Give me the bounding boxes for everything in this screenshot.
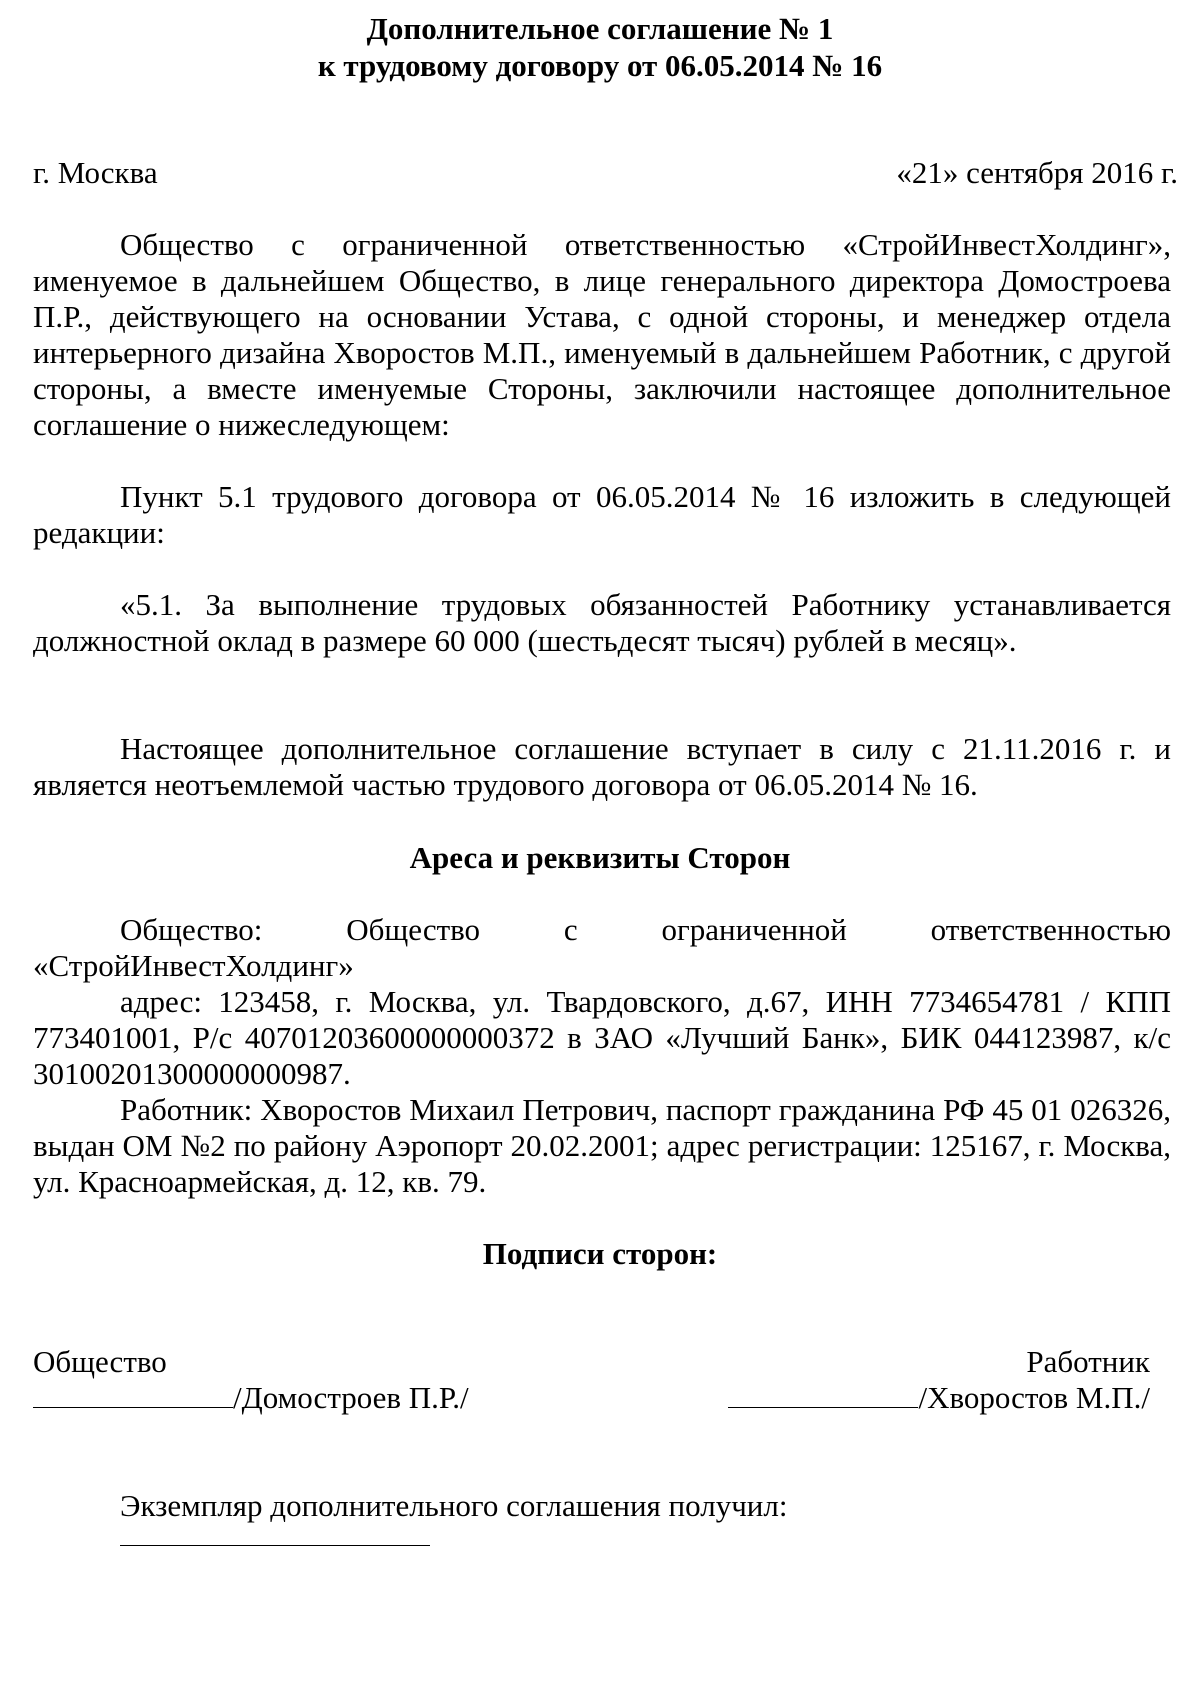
document-date: «21» сентября 2016 г. [896,155,1178,190]
company-signature-name: /Домостроев П.Р./ [233,1380,469,1415]
document-title-line1: Дополнительное соглашение № 1 [366,11,834,46]
company-requisites: Общество: Общество с ограниченной ответственностью «СтройИнвестХолдинг» [33,912,1171,983]
signatures-heading: Подписи сторон: [482,1236,718,1271]
city: г. Москва [33,155,158,190]
employee-signature-name: /Хворостов М.П./ [918,1380,1150,1415]
document-title-line2: к трудовому договору от 06.05.2014 № 16 [317,48,883,83]
company-signature-label: Общество [33,1344,167,1379]
clause-text: «5.1. За выполнение трудовых обязанностей Работнику устанавливается должностной оклад в размере 60 000 (шестьдесят тысяч) рублей в месяц». [33,587,1171,658]
employee-requisites: Работник: Хворостов Михаил Петрович, паспорт гражданина РФ 45 01 026326, выдан ОМ №2 по району Аэропорт 20.02.2001; адрес регистрации: 125167, г. Москва, ул. Красноармейская, д. 12, кв. 79. [33,1092,1171,1199]
employee-signature-blank [728,1381,918,1408]
intro-paragraph: Общество с ограниченной ответственностью «СтройИнвестХолдинг», именуемое в дальнейшем Общество, в лице генерального директора Домостроева П.Р., действующего на основании Устава, с одной стороны, и менеджер отдела интерьерного дизайна Хворостов М.П., именуемый в дальнейшем Работник, с другой стороны, а вместе именуемые Стороны, заключили настоящее дополнительное соглашение о нижеследующем: [33,227,1171,442]
requisites-heading: Ареса и реквизиты Сторон [409,840,791,875]
copy-received-signature-blank [120,1545,430,1546]
clause-intro: Пункт 5.1 трудового договора от 06.05.2014 № 16 изложить в следующей редакции: [33,479,1171,550]
company-address: адрес: 123458, г. Москва, ул. Твардовского, д.67, ИНН 7734654781 / КПП 773401001, Р/с 40701203600000000372 в ЗАО «Лучший Банк», БИК 044123987, к/с 30100201300000000987. [33,984,1171,1091]
copy-received-text: Экземпляр дополнительного соглашения получил: [120,1488,788,1523]
employee-signature-label: Работник [1026,1344,1150,1379]
company-signature-line [33,1380,469,1416]
effective-text: Настоящее дополнительное соглашение вступает в силу с 21.11.2016 г. и является неотъемлемой частью трудового договора от 06.05.2014 № 16. [33,731,1171,802]
employee-signature-line [728,1380,1150,1416]
company-signature-blank [33,1381,233,1408]
